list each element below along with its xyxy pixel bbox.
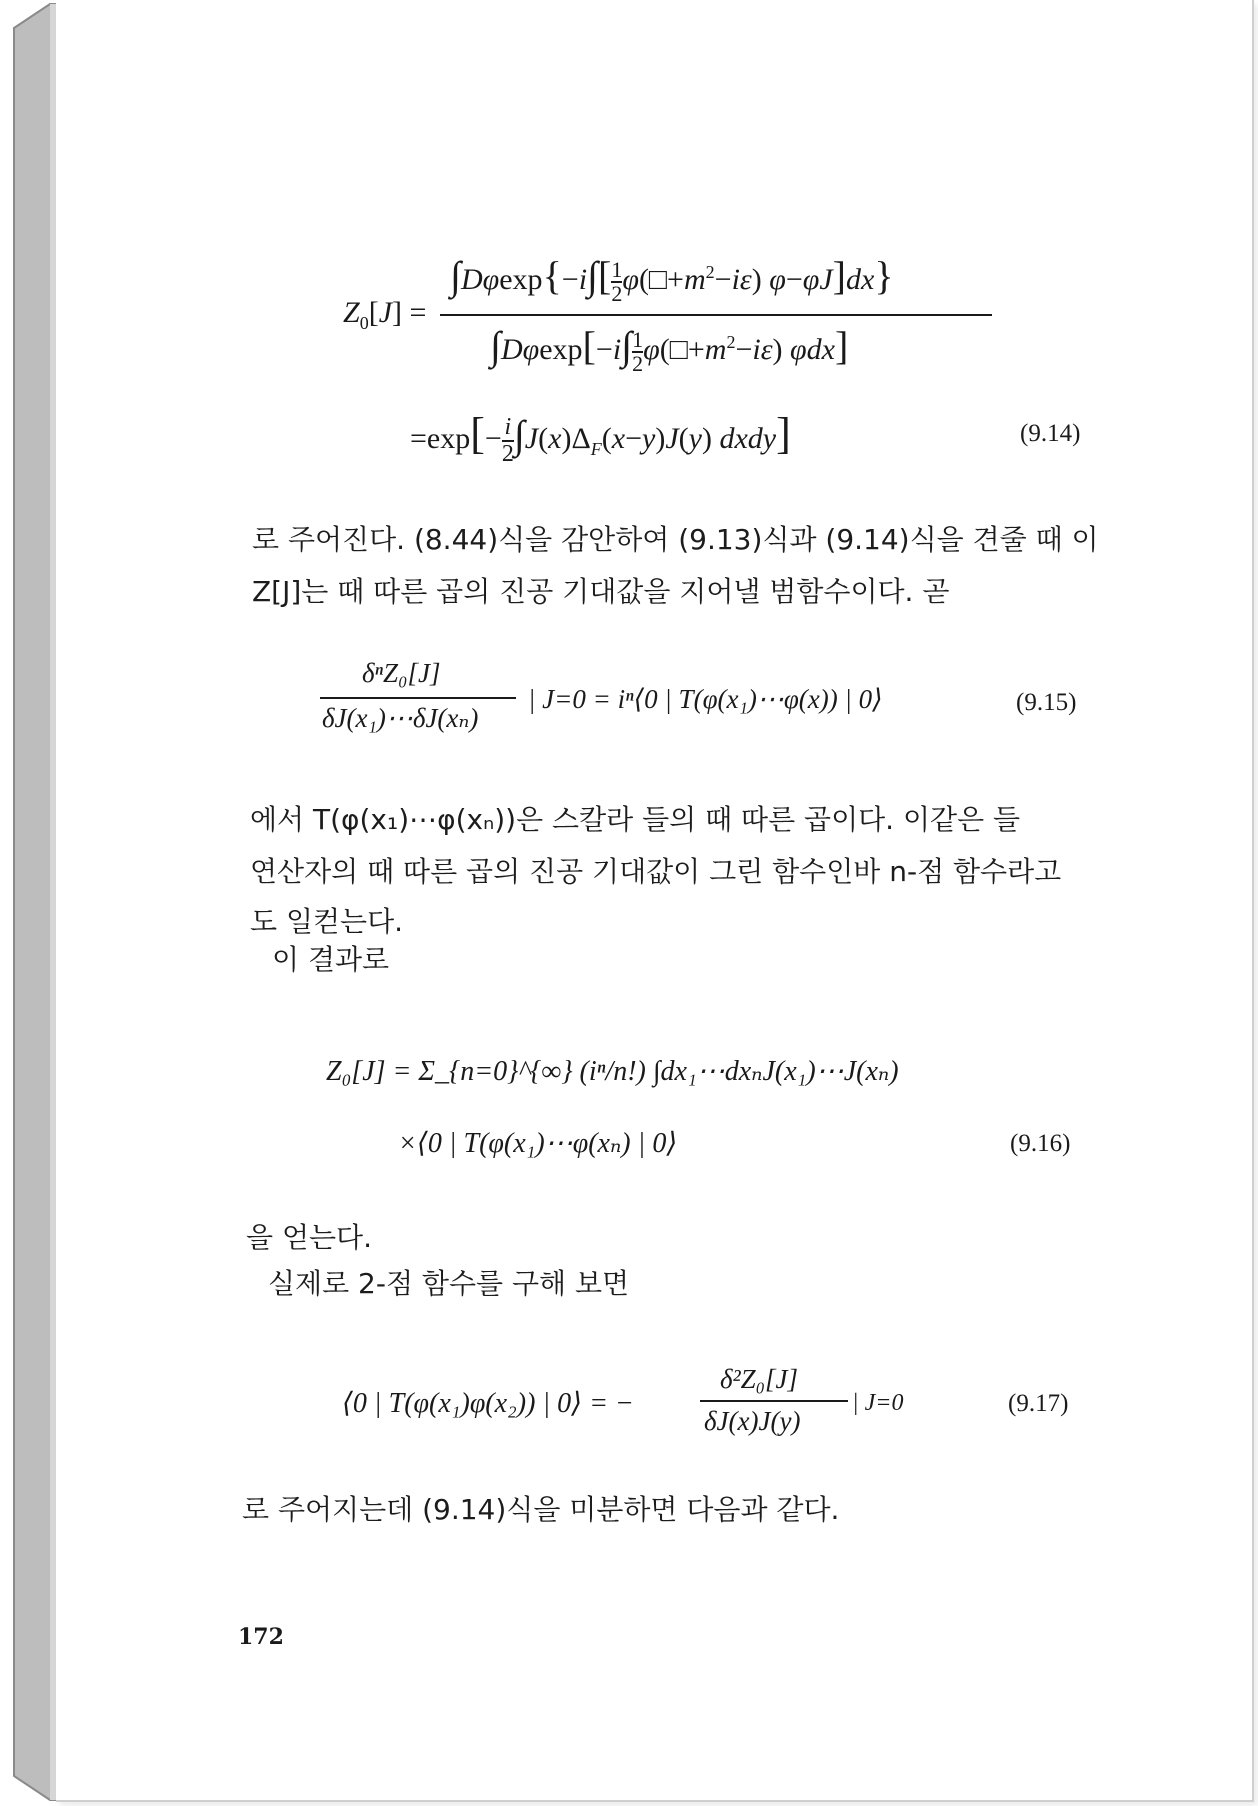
eq-9-15-rhs: | J=0 = iⁿ⟨0 | T(φ(x₁)⋯φ(x)) | 0⟩ [528, 684, 883, 714]
eq-9-14-lhs: $Z_0[J]$ = [343, 296, 427, 333]
eq-9-17-numerator: δ²Z₀[J] [720, 1364, 799, 1394]
eq-9-17-lhs: ⟨0 | T(φ(x₁)φ(x₂)) | 0⟩ = − [342, 1388, 634, 1419]
eq-9-14-numerator: ∫Dφexp{−i∫[ $\frac{1}{2}$ $\varphi(□+m^2-i\varepsilon)$ φ−φJ]dx} [450, 253, 894, 307]
eq-9-14-line2: =exp[− $\frac{i}{2}$ $\int J(x)\Delta_F(x-y)J(y)$ dxdy] [410, 409, 791, 468]
paragraph-2-line-3: 도 일컫는다. [250, 905, 404, 938]
eq-9-17-denominator: δJ(x)J(y) [704, 1406, 801, 1436]
eq-9-16-line1: Z₀[J] = Σ_{n=0}^{∞} (iⁿ/n!) ∫dx₁⋯dxₙJ(x₁)⋯J(xₙ) [326, 1056, 899, 1087]
eq-9-16-line2: ×⟨0 | T(φ(x₁)⋯φ(xₙ) | 0⟩ [398, 1128, 678, 1159]
paragraph-1-line-2: Z[J]는 때 따른 곱의 진공 기대값을 지어낼 범함수이다. 곧 [252, 575, 950, 608]
paragraph-3: 이 결과로 [272, 943, 390, 976]
eq-9-16-number: (9.16) [1010, 1130, 1071, 1157]
page-number: 172 [238, 1624, 284, 1650]
paragraph-5: 실제로 2-점 함수를 구해 보면 [268, 1267, 630, 1300]
eq-9-17-fraction-bar [700, 1400, 848, 1402]
eq-9-14-number: (9.14) [1020, 420, 1081, 447]
eq-9-15-number: (9.15) [1016, 689, 1077, 716]
eq-9-17-rhs: | J=0 [852, 1390, 904, 1416]
eq-9-15-fraction-bar [320, 697, 516, 699]
paragraph-2-line-2: 연산자의 때 따른 곱의 진공 기대값이 그린 함수인바 n-점 함수라고 [250, 855, 1062, 888]
eq-9-14-denominator: ∫Dφexp[−i∫ $\frac{1}{2}$ $\varphi(□+m^2-i\varepsilon)$ φdx] [490, 323, 849, 377]
eq-9-15-denominator: δJ(x₁)⋯δJ(xₙ) [322, 703, 479, 733]
paragraph-6: 로 주어지는데 (9.14)식을 미분하면 다음과 같다. [242, 1493, 840, 1526]
eq-9-14-fraction-bar [440, 314, 992, 316]
eq-9-15-numerator: δⁿZ₀[J] [362, 658, 441, 688]
eq-9-17-number: (9.17) [1008, 1390, 1069, 1417]
paragraph-4: 을 얻는다. [246, 1221, 372, 1254]
paragraph-1-line-1: 로 주어진다. (8.44)식을 감안하여 (9.13)식과 (9.14)식을 견줄 때 이 [252, 523, 1099, 556]
paragraph-2-line-1: 에서 T(φ(x₁)⋯φ(xₙ))은 스칼라 들의 때 따른 곱이다. 이같은 들 [250, 803, 1021, 836]
